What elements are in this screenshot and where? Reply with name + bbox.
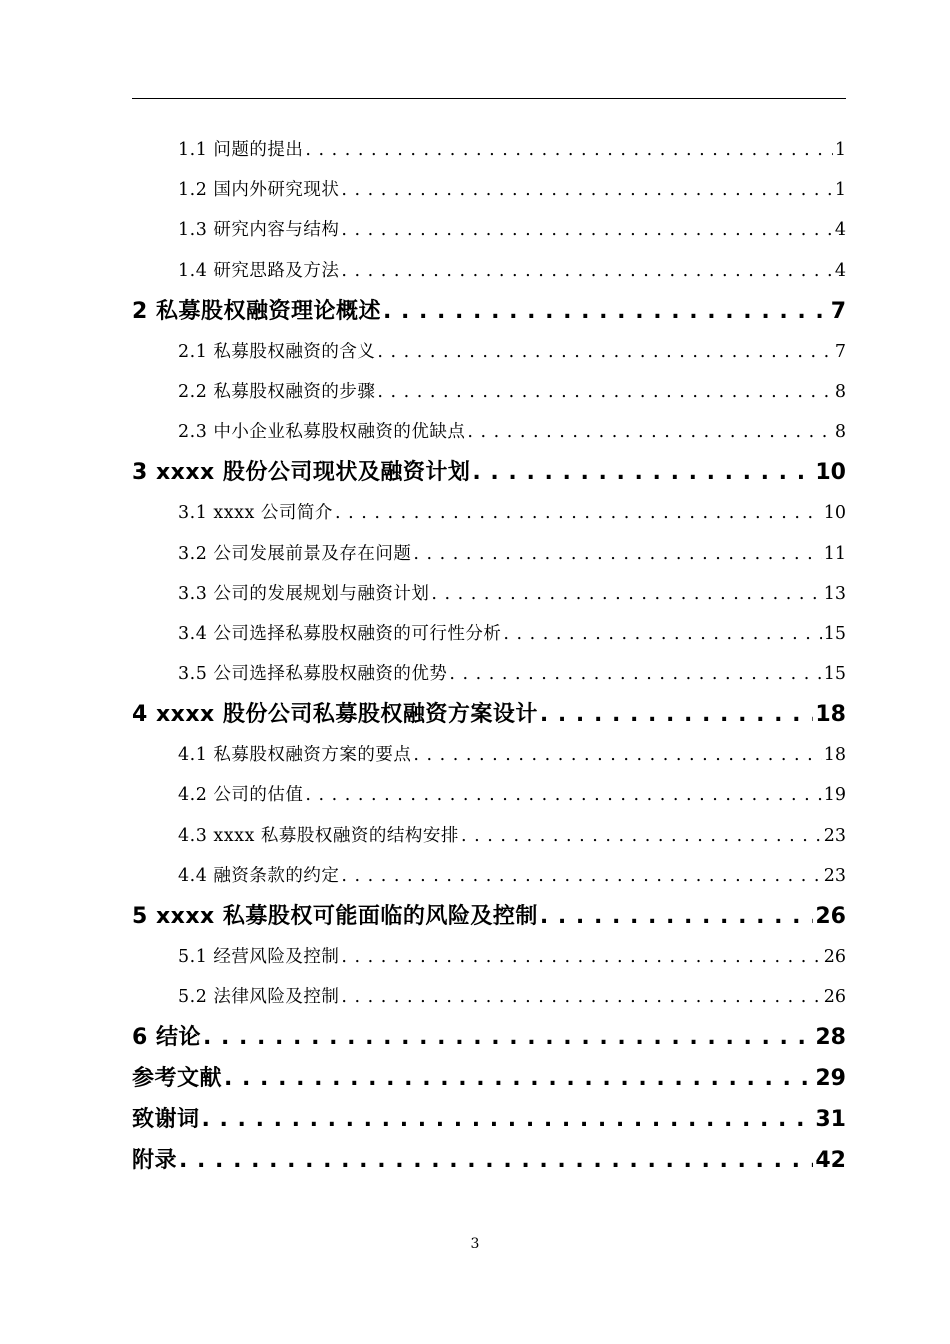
toc-section-entry[interactable] xyxy=(132,412,846,452)
toc-chapter-entry[interactable] xyxy=(132,1017,846,1058)
header-rule xyxy=(132,98,846,99)
page-number: 3 xyxy=(470,1236,480,1252)
toc-entry-title: 1.2 国内外研究现状 xyxy=(178,180,340,201)
toc-entry-page: 8 xyxy=(834,381,846,402)
toc-entry-title: 4.4 融资条款的约定 xyxy=(178,865,340,886)
toc-section-entry[interactable] xyxy=(132,534,846,574)
toc-chapter-entry[interactable] xyxy=(132,1140,846,1181)
toc-dot-leader xyxy=(341,170,832,210)
toc-dot-leader xyxy=(341,937,821,977)
toc-entry-title: 2.1 私募股权融资的含义 xyxy=(178,341,376,362)
toc-dot-leader xyxy=(202,1099,814,1140)
toc-section-entry[interactable] xyxy=(132,251,846,291)
table-of-contents xyxy=(132,130,846,1181)
toc-dot-leader xyxy=(203,1017,813,1058)
toc-entry-page: 10 xyxy=(815,460,846,486)
toc-section-entry[interactable] xyxy=(132,210,846,250)
toc-entry-page: 19 xyxy=(823,785,846,806)
toc-dot-leader xyxy=(179,1140,813,1181)
toc-dot-leader xyxy=(431,574,821,614)
toc-entry-page: 15 xyxy=(823,664,846,685)
toc-entry-title: 4.1 私募股权融资方案的要点 xyxy=(178,745,412,766)
toc-section-entry[interactable] xyxy=(132,614,846,654)
toc-entry-page: 10 xyxy=(823,503,846,524)
toc-entry-page: 8 xyxy=(834,422,846,443)
toc-entry-page: 26 xyxy=(823,987,846,1008)
toc-entry-title: 附录 xyxy=(132,1148,178,1174)
toc-entry-title: 2 私募股权融资理论概述 xyxy=(132,298,381,324)
toc-section-entry[interactable] xyxy=(132,332,846,372)
toc-entry-title: 2.2 私募股权融资的步骤 xyxy=(178,381,376,402)
toc-dot-leader xyxy=(413,534,821,574)
toc-entry-title: 1.1 问题的提出 xyxy=(178,140,304,160)
toc-entry-page: 13 xyxy=(823,583,846,604)
toc-dot-leader xyxy=(377,332,832,372)
toc-entry-title: 参考文献 xyxy=(132,1066,223,1092)
toc-entry-title: 5.2 法律风险及控制 xyxy=(178,987,340,1008)
toc-entry-page: 26 xyxy=(815,904,846,929)
toc-entry-page: 29 xyxy=(815,1066,846,1092)
toc-entry-title: 5.1 经营风险及控制 xyxy=(178,947,340,967)
toc-dot-leader xyxy=(383,291,829,332)
toc-section-entry[interactable] xyxy=(132,856,846,896)
toc-section-entry[interactable] xyxy=(132,372,846,412)
toc-entry-page: 31 xyxy=(815,1107,846,1133)
toc-entry-title: 3.4 公司选择私募股权融资的可行性分析 xyxy=(178,623,502,644)
toc-section-entry[interactable] xyxy=(132,170,846,210)
toc-dot-leader xyxy=(341,856,821,896)
toc-entry-page: 7 xyxy=(834,341,846,362)
toc-entry-page: 28 xyxy=(815,1025,846,1051)
toc-chapter-entry[interactable] xyxy=(132,896,846,937)
toc-dot-leader xyxy=(305,130,832,170)
toc-dot-leader xyxy=(449,654,821,694)
toc-section-entry[interactable] xyxy=(132,735,846,775)
toc-dot-leader xyxy=(540,896,813,937)
toc-entry-page: 1 xyxy=(834,140,846,160)
toc-entry-title: 致谢词 xyxy=(132,1107,200,1133)
toc-dot-leader xyxy=(413,735,821,775)
toc-entry-title: 3 xxxx 股份公司现状及融资计划 xyxy=(132,460,471,486)
toc-dot-leader xyxy=(461,816,822,856)
toc-entry-title: 6 结论 xyxy=(132,1025,201,1051)
toc-entry-title: 1.3 研究内容与结构 xyxy=(178,220,340,241)
toc-dot-leader xyxy=(341,210,832,250)
toc-entry-page: 4 xyxy=(834,220,846,241)
toc-dot-leader xyxy=(472,452,813,493)
toc-dot-leader xyxy=(341,251,832,291)
toc-entry-title: 4 xxxx 股份公司私募股权融资方案设计 xyxy=(132,702,538,728)
toc-entry-page: 26 xyxy=(823,947,846,967)
toc-entry-page: 1 xyxy=(834,180,846,201)
toc-entry-title: 4.2 公司的估值 xyxy=(178,785,304,806)
toc-entry-title: 3.5 公司选择私募股权融资的优势 xyxy=(178,664,448,685)
toc-entry-page: 23 xyxy=(823,865,846,886)
toc-chapter-entry[interactable] xyxy=(132,1099,846,1140)
toc-dot-leader xyxy=(224,1058,813,1099)
toc-section-entry[interactable] xyxy=(132,816,846,856)
toc-dot-leader xyxy=(305,775,821,815)
toc-entry-title: 2.3 中小企业私募股权融资的优缺点 xyxy=(178,422,466,443)
toc-section-entry[interactable] xyxy=(132,654,846,694)
toc-entry-title: 5 xxxx 私募股权可能面临的风险及控制 xyxy=(132,904,538,929)
toc-entry-title: 1.4 研究思路及方法 xyxy=(178,260,340,281)
toc-entry-page: 11 xyxy=(823,543,846,564)
toc-section-entry[interactable] xyxy=(132,493,846,533)
toc-entry-page: 4 xyxy=(834,260,846,281)
toc-dot-leader xyxy=(335,493,822,533)
toc-dot-leader xyxy=(341,977,821,1017)
toc-entry-page: 15 xyxy=(823,623,846,644)
toc-section-entry[interactable] xyxy=(132,937,846,977)
toc-entry-page: 7 xyxy=(830,298,846,324)
toc-entry-title: 3.2 公司发展前景及存在问题 xyxy=(178,543,412,564)
toc-entry-title: 3.3 公司的发展规划与融资计划 xyxy=(178,583,430,604)
toc-chapter-entry[interactable] xyxy=(132,694,846,735)
toc-chapter-entry[interactable] xyxy=(132,452,846,493)
toc-section-entry[interactable] xyxy=(132,977,846,1017)
toc-entry-page: 18 xyxy=(823,745,846,766)
toc-section-entry[interactable] xyxy=(132,130,846,170)
toc-section-entry[interactable] xyxy=(132,574,846,614)
toc-chapter-entry[interactable] xyxy=(132,1058,846,1099)
toc-entry-page: 23 xyxy=(823,825,846,846)
toc-entry-page: 18 xyxy=(815,702,846,728)
toc-dot-leader xyxy=(377,372,832,412)
toc-dot-leader xyxy=(503,614,821,654)
toc-entry-title: 3.1 xxxx 公司简介 xyxy=(178,503,333,524)
toc-entry-title: 4.3 xxxx 私募股权融资的结构安排 xyxy=(178,825,459,846)
toc-dot-leader xyxy=(467,412,832,452)
toc-dot-leader xyxy=(540,694,813,735)
toc-entry-page: 42 xyxy=(815,1148,846,1174)
toc-chapter-entry[interactable] xyxy=(132,291,846,332)
toc-section-entry[interactable] xyxy=(132,775,846,815)
